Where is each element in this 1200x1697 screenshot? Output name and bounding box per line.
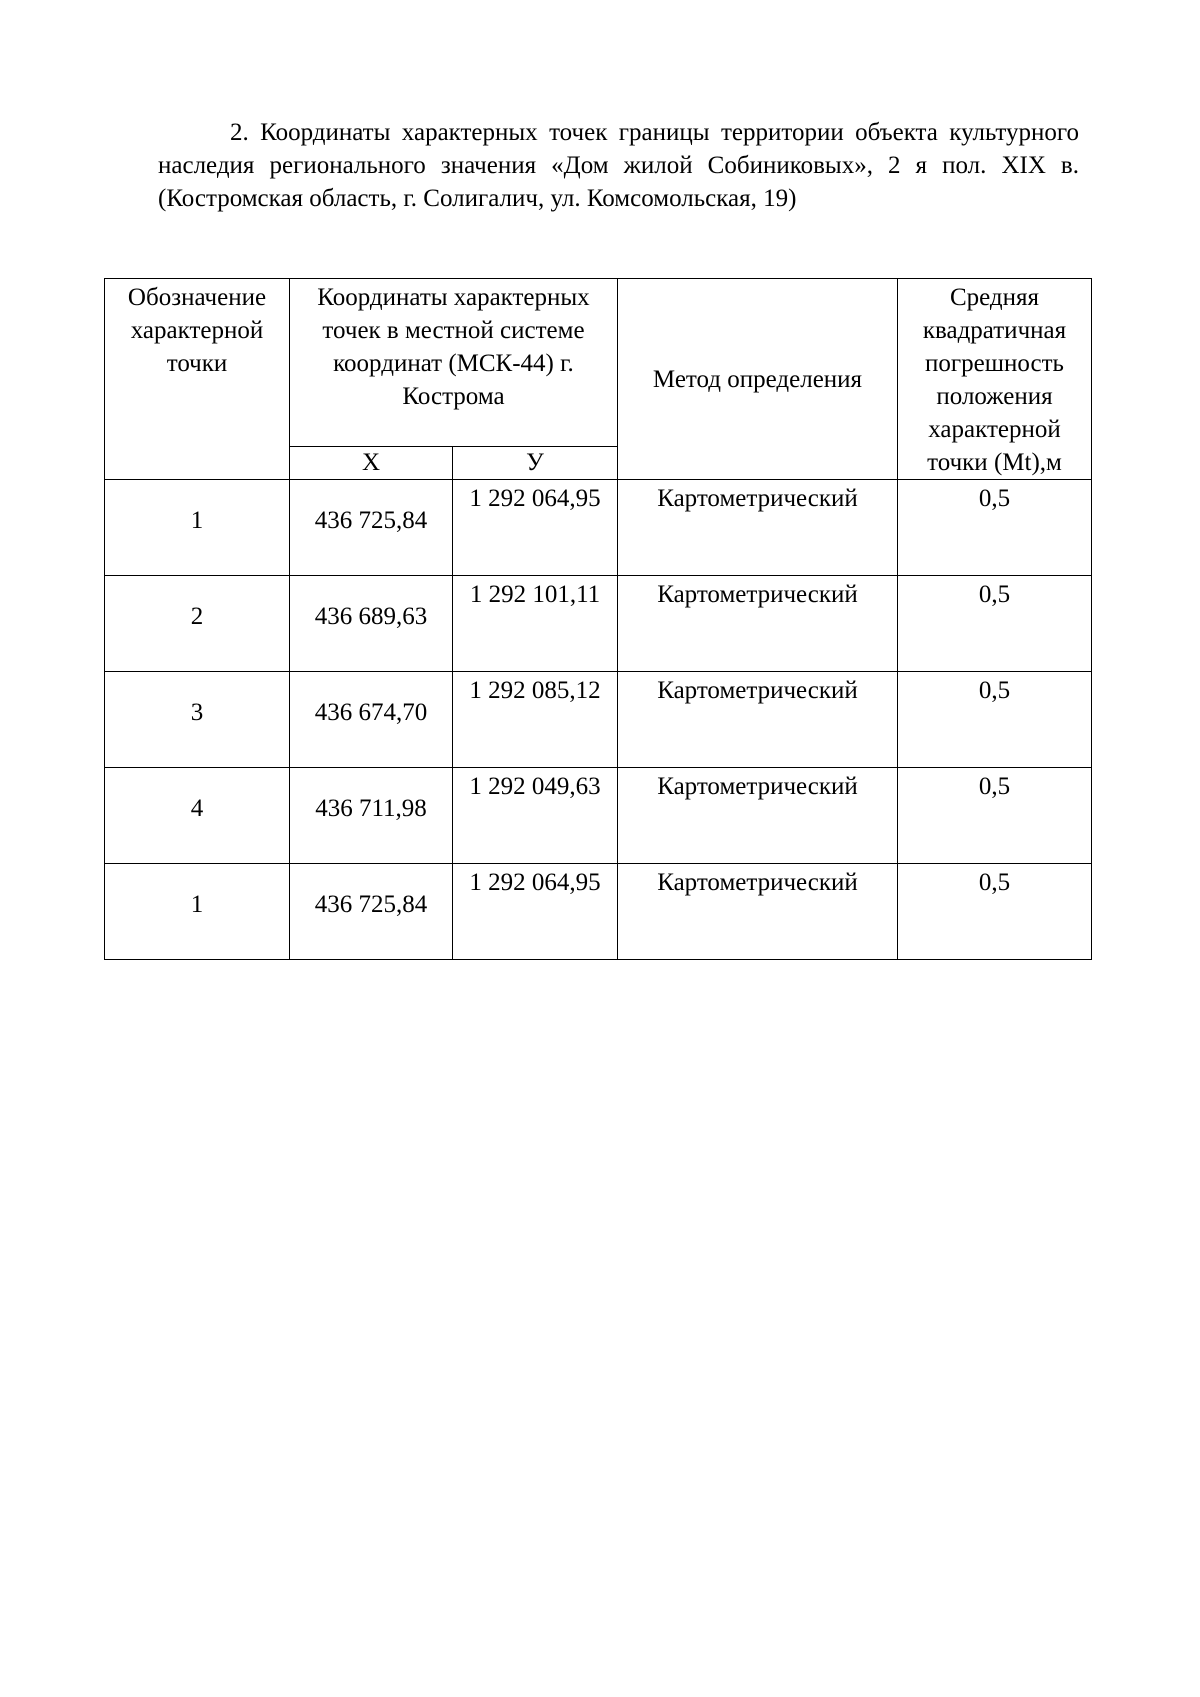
table-row [105, 576, 1092, 672]
cell-x: 436 711,98 [290, 768, 453, 864]
coordinates-table [104, 278, 1092, 960]
cell-error: 0,5 [898, 672, 1092, 768]
table-row [105, 480, 1092, 576]
table-row [105, 768, 1092, 864]
header-method: Метод определения [618, 279, 898, 480]
header-row [105, 279, 1092, 447]
cell-method: Картометрический [618, 672, 898, 768]
header-x: Х [290, 446, 453, 480]
table-body [105, 480, 1092, 960]
section-number: 2. [230, 119, 249, 146]
cell-error: 0,5 [898, 480, 1092, 576]
header-error: Средняя квадратичная погрешность положения характерной точки (Mt),м [898, 279, 1092, 480]
section-heading [158, 116, 1079, 215]
cell-y: 1 292 101,11 [453, 576, 618, 672]
cell-x: 436 725,84 [290, 480, 453, 576]
cell-y: 1 292 064,95 [453, 864, 618, 960]
cell-method: Картометрический [618, 576, 898, 672]
cell-y: 1 292 049,63 [453, 768, 618, 864]
cell-error: 0,5 [898, 864, 1092, 960]
cell-x: 436 674,70 [290, 672, 453, 768]
cell-point: 1 [105, 864, 290, 960]
cell-method: Картометрический [618, 864, 898, 960]
table-row [105, 864, 1092, 960]
cell-x: 436 725,84 [290, 864, 453, 960]
cell-method: Картометрический [618, 768, 898, 864]
cell-y: 1 292 064,95 [453, 480, 618, 576]
cell-point: 1 [105, 480, 290, 576]
cell-point: 2 [105, 576, 290, 672]
cell-x: 436 689,63 [290, 576, 453, 672]
cell-error: 0,5 [898, 768, 1092, 864]
header-point: Обозначение характерной точки [105, 279, 290, 480]
table-row [105, 672, 1092, 768]
cell-point: 3 [105, 672, 290, 768]
table-header [105, 279, 1092, 480]
cell-point: 4 [105, 768, 290, 864]
cell-y: 1 292 085,12 [453, 672, 618, 768]
header-coordinates: Координаты характерных точек в местной системе координат (МСК-44) г. Кострома [290, 279, 618, 447]
cell-error: 0,5 [898, 576, 1092, 672]
cell-method: Картометрический [618, 480, 898, 576]
section-heading-text: Координаты характерных точек границы территории объекта культурного наследия регионального значения «Дом жилой Собиниковых», 2 я пол. XIX в. (Костромская область, г. Солигалич, ул. Комсомольская, 19) [158, 119, 1079, 212]
header-y: У [453, 446, 618, 480]
